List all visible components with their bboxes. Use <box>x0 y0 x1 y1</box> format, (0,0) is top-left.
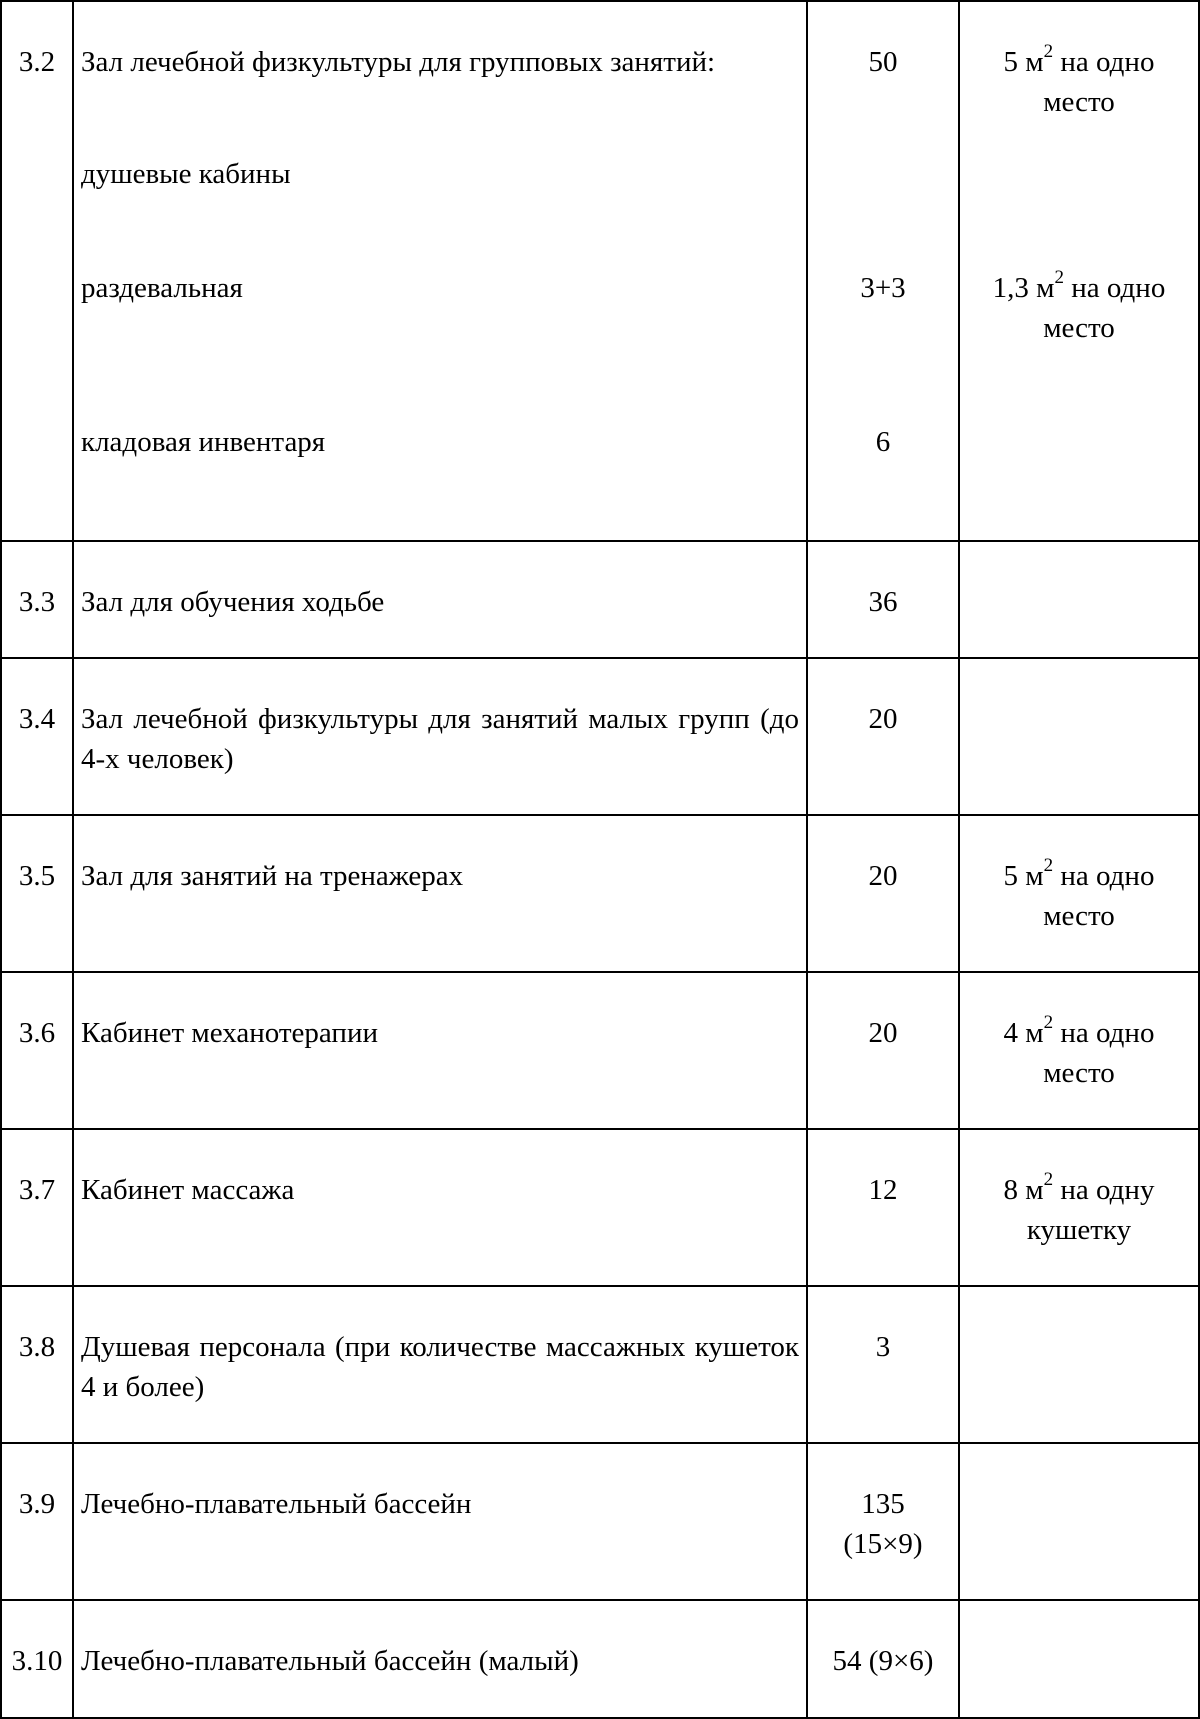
row-area-cell <box>807 1 959 541</box>
table-row <box>1 1 1199 541</box>
table-row <box>1 658 1199 815</box>
sub-item-name: кладовая инвентаря <box>81 426 326 458</box>
row-number: 3.5 <box>1 815 73 972</box>
row-name: Зал для обучения ходьбе <box>73 541 807 658</box>
row-area: 135 (15×9) <box>807 1443 959 1600</box>
row-norm-cell <box>959 1 1199 541</box>
table-row <box>1 1129 1199 1286</box>
row-name: Душевая персонала (при количестве массажных кушеток 4 и более) <box>73 1286 807 1443</box>
row-name: Зал лечебной физкультуры для групповых занятий: <box>81 46 716 78</box>
row-number: 3.10 <box>1 1600 73 1718</box>
row-norm <box>959 658 1199 815</box>
row-name: Зал лечебной физкультуры для занятий малых групп (до 4-х человек) <box>73 658 807 815</box>
table-row <box>1 815 1199 972</box>
row-area: 20 <box>807 658 959 815</box>
table-row <box>1 1443 1199 1600</box>
row-norm: 8 $м^2$ на одну кушетку <box>959 1129 1199 1286</box>
row-number: 3.7 <box>1 1129 73 1286</box>
row-name-cell <box>73 1 807 541</box>
row-norm: 5 $м^2$ на одно место <box>1003 41 1155 118</box>
row-area: 54 (9×6) <box>807 1600 959 1718</box>
row-norm <box>959 1600 1199 1718</box>
row-number: 3.4 <box>1 658 73 815</box>
row-area: 36 <box>807 541 959 658</box>
row-name: Лечебно-плавательный бассейн <box>73 1443 807 1600</box>
row-name: Кабинет механотерапии <box>73 972 807 1129</box>
sub-item-area: 3+3 <box>860 272 906 304</box>
row-number: 3.3 <box>1 541 73 658</box>
row-area: 3 <box>807 1286 959 1443</box>
sub-item-name: раздевальная <box>81 272 243 304</box>
table-row <box>1 1286 1199 1443</box>
row-norm <box>959 1443 1199 1600</box>
row-number: 3.2 <box>1 1 73 541</box>
row-area: 50 <box>868 46 898 78</box>
table-row <box>1 541 1199 658</box>
row-number: 3.8 <box>1 1286 73 1443</box>
table-row <box>1 1600 1199 1718</box>
table-row <box>1 972 1199 1129</box>
row-name: Зал для занятий на тренажерах <box>73 815 807 972</box>
row-area: 12 <box>807 1129 959 1286</box>
row-norm: 5 $м^2$ на одно место <box>959 815 1199 972</box>
row-area: 20 <box>807 815 959 972</box>
sub-item-name: душевые кабины <box>81 158 291 190</box>
row-name: Лечебно-плавательный бассейн (малый) <box>73 1600 807 1718</box>
row-name: Кабинет массажа <box>73 1129 807 1286</box>
row-norm <box>959 541 1199 658</box>
row-number: 3.6 <box>1 972 73 1129</box>
row-norm <box>959 1286 1199 1443</box>
sub-item-area: 6 <box>875 426 891 458</box>
row-norm: 4 $м^2$ на одно место <box>959 972 1199 1129</box>
sub-item-norm: 1,3 $м^2$ на одно место <box>992 267 1166 344</box>
row-number: 3.9 <box>1 1443 73 1600</box>
row-area: 20 <box>807 972 959 1129</box>
